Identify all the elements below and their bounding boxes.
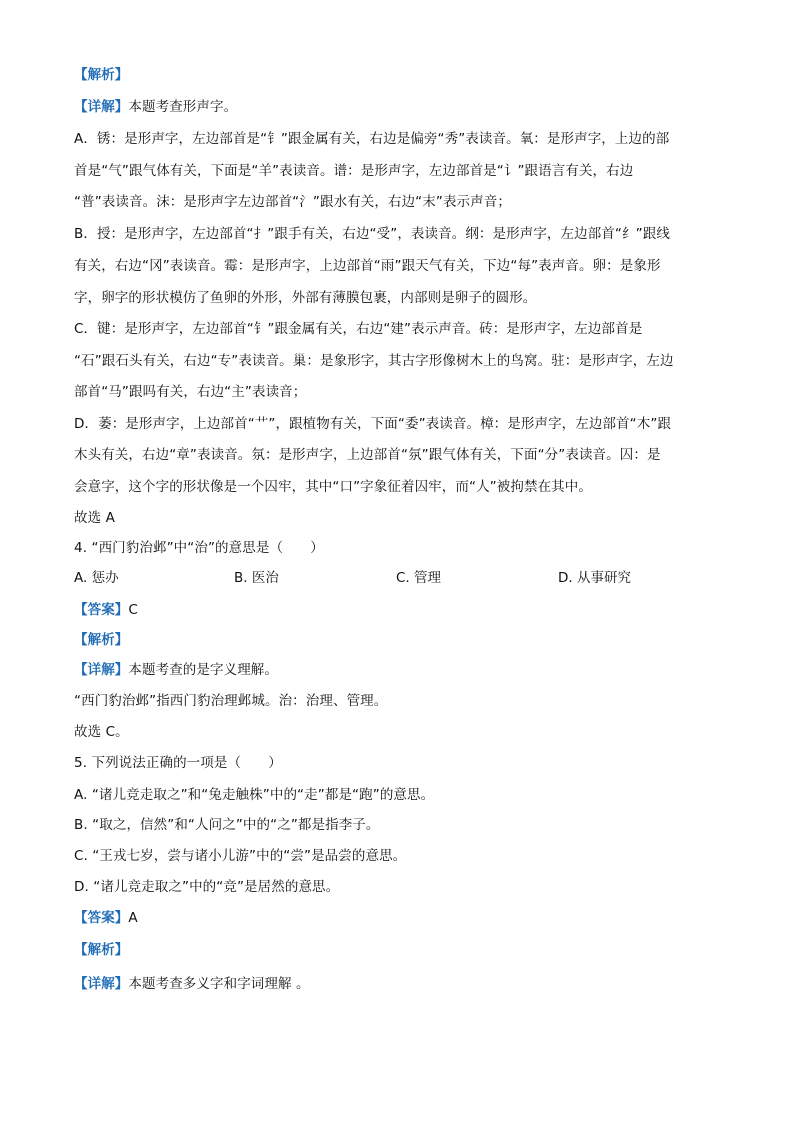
analysis-tag: 【解析】 bbox=[74, 942, 129, 958]
q4-option-c: C. 管理 bbox=[396, 570, 442, 586]
explanation-line: D．萎：是形声字，上边部首“艹”，跟植物有关，下面“委”表读音。樟：是形声字，左边部首“木”跟 bbox=[74, 416, 672, 432]
question-4: 4. “西门豹治邺”中“治”的意思是（ ） bbox=[74, 540, 324, 556]
detail-text: 本题考查的是字义理解。 bbox=[128, 662, 279, 678]
q5-option-a: A. “诸儿竞走取之”和“兔走触株”中的“走”都是“跑”的意思。 bbox=[74, 787, 435, 803]
answer-value: C bbox=[128, 602, 138, 618]
explanation-line: 有关，右边“冈”表读音。霉：是形声字，上边部首“雨”跟天气有关，下边“每”表声音。卵：是象形 bbox=[74, 258, 661, 274]
explanation-line: A．锈：是形声字，左边部首是“钅”跟金属有关，右边是偏旁“秀”表读音。氧：是形声字，上边的部 bbox=[74, 131, 670, 147]
q4-option-d: D. 从事研究 bbox=[558, 570, 631, 586]
answer-tag: 【答案】 bbox=[74, 602, 129, 618]
explanation-line: C．键：是形声字，左边部首“钅”跟金属有关，右边“建”表示声音。砖：是形声字，左边部首是 bbox=[74, 321, 643, 337]
analysis-tag: 【解析】 bbox=[74, 67, 129, 83]
analysis-tag: 【解析】 bbox=[74, 632, 129, 648]
q4-option-a: A. 惩办 bbox=[74, 570, 119, 586]
explanation-line: “西门豹治邺”指西门豹治理邺城。治：治理、管理。 bbox=[74, 693, 388, 709]
detail-tag: 【详解】 bbox=[74, 662, 129, 678]
explanation-line: 部首“马”跟吗有关，右边“主”表读音； bbox=[74, 384, 307, 400]
q5-option-d: D. “诸儿竞走取之”中的“竞”是居然的意思。 bbox=[74, 879, 340, 895]
q4-option-b: B. 医治 bbox=[234, 570, 279, 586]
detail-text: 本题考查形声字。 bbox=[128, 99, 238, 115]
detail-line bbox=[74, 660, 278, 680]
explanation-line: 会意字，这个字的形状像是一个囚牢，其中“口”字象征着囚牢，而“人”被拘禁在其中。 bbox=[74, 479, 592, 495]
detail-line bbox=[74, 974, 310, 994]
detail-line bbox=[74, 97, 237, 117]
conclusion-line: 故选 C。 bbox=[74, 724, 129, 740]
q5-option-c: C. “王戎七岁，尝与诸小儿游”中的“尝”是品尝的意思。 bbox=[74, 848, 407, 864]
explanation-line: 木头有关，右边“章”表读音。氛：是形声字，上边部首“氛”跟气体有关，下面“分”表读音。囚：是 bbox=[74, 447, 661, 463]
explanation-line: “石”跟石头有关，右边“专”表读音。巢：是象形字，其古字形像树木上的鸟窝。驻：是形声字，左边 bbox=[74, 353, 674, 369]
answer-line bbox=[74, 908, 138, 928]
answer-value: A bbox=[128, 910, 138, 926]
explanation-line: B．授：是形声字，左边部首“扌”跟手有关，右边“受”，表读音。纲：是形声字，左边部首“纟”跟线 bbox=[74, 226, 670, 242]
detail-tag: 【详解】 bbox=[74, 99, 129, 115]
explanation-line: 首是“气”跟气体有关，下面是“羊”表读音。谱：是形声字，左边部首是“讠”跟语言有关，右边 bbox=[74, 163, 634, 179]
q5-option-b: B. “取之，信然”和“人问之”中的“之”都是指李子。 bbox=[74, 817, 380, 833]
answer-line bbox=[74, 600, 138, 620]
detail-tag: 【详解】 bbox=[74, 976, 129, 992]
conclusion-line: 故选 A bbox=[74, 510, 115, 526]
answer-tag: 【答案】 bbox=[74, 910, 129, 926]
detail-text: 本题考查多义字和字词理解 。 bbox=[128, 976, 310, 992]
explanation-line: 字，卵字的形状模仿了鱼卵的外形，外部有薄膜包裹，内部则是卵子的圆形。 bbox=[74, 290, 537, 306]
question-5: 5. 下列说法正确的一项是（ ） bbox=[74, 755, 282, 771]
explanation-line: “普”表读音。沫：是形声字左边部首“氵”跟水有关，右边“末”表示声音； bbox=[74, 194, 511, 210]
